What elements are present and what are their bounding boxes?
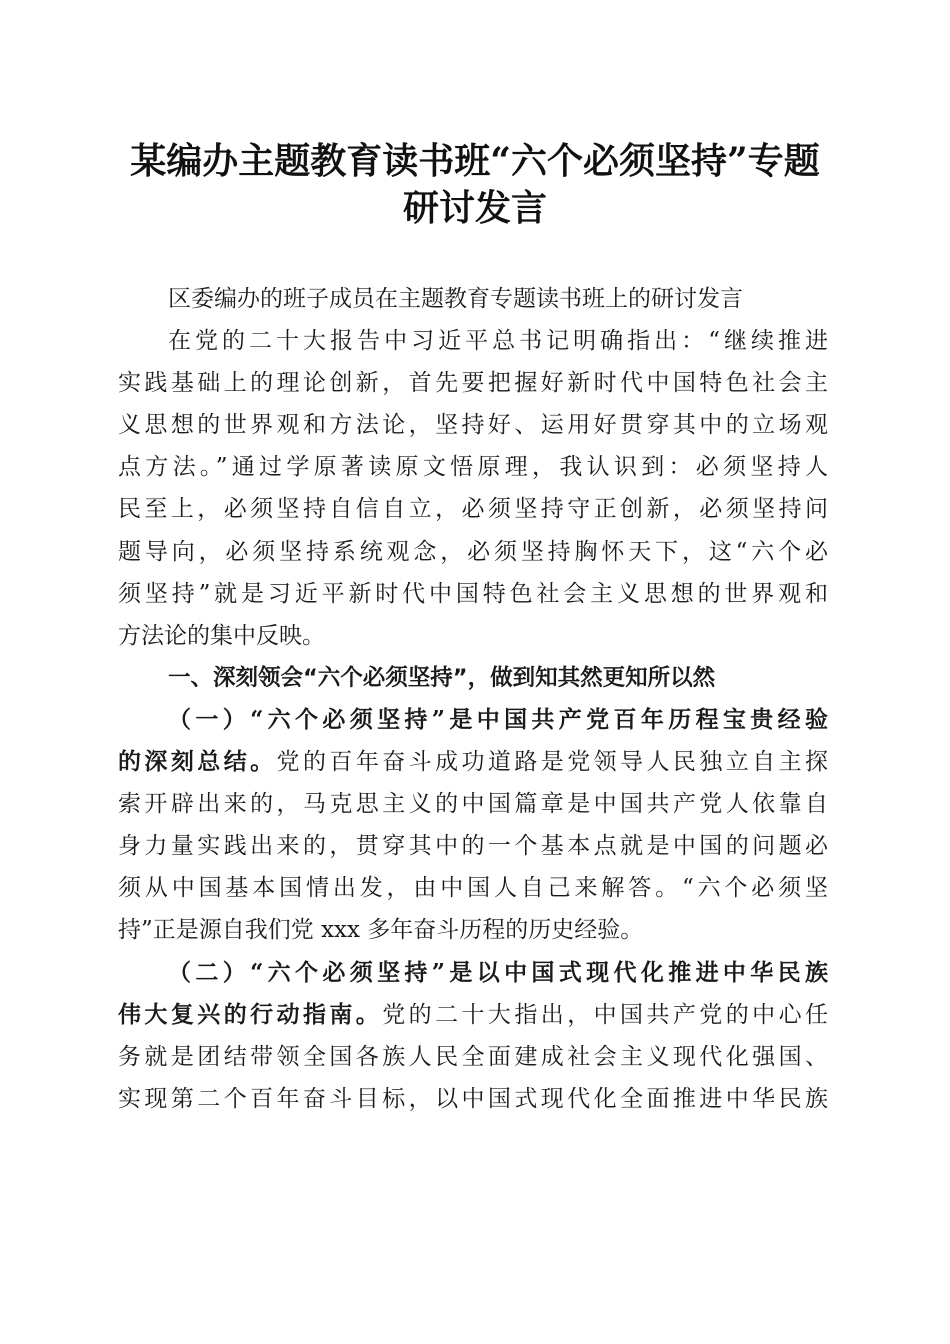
section-heading: 一、深刻领会“六个必须坚持”，做到知其然更知所以然 [168, 664, 716, 691]
subsection-heading-tail: 伟大复兴的行动指南。 [118, 1000, 383, 1028]
subsection-text: 党的百年奋斗成功道路是党领导人民独立自主探 [276, 749, 829, 776]
subsection-heading: （一）“六个必须坚持”是中国共产党百年历程宝贵经验 [168, 705, 828, 733]
body-line: 索开辟出来的，马克思主义的中国篇章是中国共产党人依靠自 [118, 791, 828, 818]
intro-line: 民至上，必须坚持自信自立，必须坚持守正创新，必须坚持问 [118, 496, 828, 523]
intro-line: 义思想的世界观和方法论，坚持好、运用好贯穿其中的立场观 [118, 412, 828, 439]
subsection-line [118, 994, 828, 1036]
document-title-line2: 研讨发言 [402, 187, 547, 229]
document-title-line1: 某编办主题教育读书班“六个必须坚持”专题 [130, 140, 820, 182]
intro-line: 题导向，必须坚持系统观念，必须坚持胸怀天下，这“六个必 [118, 538, 828, 565]
subsection-text: 党的二十大指出，中国共产党的中心任 [382, 1001, 829, 1028]
intro-line: 点方法。”通过学原著读原文悟原理，我认识到：必须坚持人 [118, 454, 828, 481]
body-line: 实现第二个百年奋斗目标，以中国式现代化全面推进中华民族 [118, 1085, 828, 1112]
body-line: 须从中国基本国情出发，由中国人自己来解答。“六个必须坚 [118, 875, 828, 902]
subsection-heading-tail: 的深刻总结。 [118, 748, 277, 776]
body-line: 身力量实践出来的，贯穿其中的一个基本点就是中国的问题必 [118, 833, 828, 860]
intro-line: 实践基础上的理论创新，首先要把握好新时代中国特色社会主 [118, 370, 828, 397]
subsection-line [118, 741, 828, 783]
intro-line: 方法论的集中反映。 [118, 622, 325, 649]
intro-line: 在党的二十大报告中习近平总书记明确指出：“继续推进 [168, 328, 828, 355]
subsection-heading: （二）“六个必须坚持”是以中国式现代化推进中华民族 [168, 958, 828, 986]
subtitle: 区委编办的班子成员在主题教育专题读书班上的研讨发言 [168, 286, 743, 312]
intro-line: 须坚持”就是习近平新时代中国特色社会主义思想的世界观和 [118, 580, 828, 607]
body-line: 务就是团结带领全国各族人民全面建成社会主义现代化强国、 [118, 1043, 828, 1070]
document-body [118, 278, 828, 1120]
body-line: 持”正是源自我们党 xxx 多年奋斗历程的历史经验。 [118, 917, 644, 944]
